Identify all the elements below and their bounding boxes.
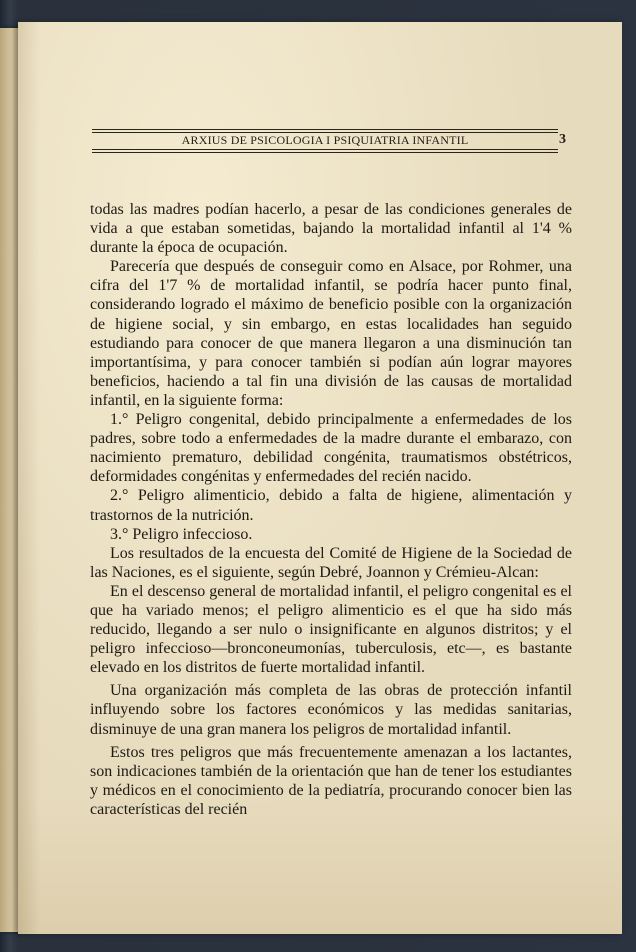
running-header xyxy=(92,126,566,166)
header-rule-bottom-inner xyxy=(92,149,558,150)
paragraph: 2.° Peligro alimenticio, debido a falta de higiene, alimentación y trastornos de la nutrición. xyxy=(90,487,572,524)
running-title: ARXIUS DE PSICOLOGIA I PSIQUIATRIA INFANTIL xyxy=(181,133,469,147)
header-rule-top xyxy=(92,129,558,130)
left-page-edge xyxy=(0,28,20,932)
page-number: 3 xyxy=(559,132,566,147)
paragraph: Los resultados de la encuesta del Comité de Higiene de la Sociedad de las Naciones, es el siguiente, según Debré, Joannon y Crémieu-Alcan: xyxy=(90,544,572,581)
page xyxy=(18,22,622,934)
paragraph: Parecería que después de conseguir como en Alsace, por Rohmer, una cifra del 1'7 % de mortalidad infantil, se podría hacer punto final, considerando logrado el máximo de beneficio posible con la organización de higiene social, y sin embargo, en estas localidades han seguido estudiando para conocer de que manera llegaron a una disminución tan importantísima, y para conocer también si podían aún lograr mayores beneficios, haciendo a tal fin una división de las causas de mortalidad infantil, en la siguiente forma: xyxy=(90,258,572,409)
paragraph: 1.° Peligro congenital, debido principalmente a enfermedades de los padres, sobre todo a enfermedades de la madre durante el embarazo, con nacimiento prematuro, debilidad congénita, traumatismos obstétricos, deformidades congénitas y enfermedades del recién nacido. xyxy=(90,411,572,486)
paragraph: En el descenso general de mortalidad infantil, el peligro congenital es el que ha variado menos; el peligro alimenticio es el que ha sido más reducido, llegando a ser nulo o insignificante en algunos distritos; y el peligro infeccioso—bronconeumonías, tuberculosis, etc—, es bastante elevado en los distritos de fuerte mortalidad infantil. xyxy=(90,582,572,677)
paragraph: Una organización más completa de las obras de protección infantil influyendo sobre los factores económicos y las medidas sanitarias, disminuye de una gran manera los peligros de mortalidad infantil. xyxy=(90,682,572,738)
paragraph: Estos tres peligros que más frecuentemente amenazan a los lactantes, son indicaciones también de la orientación que han de tener los estudiantes y médicos en el conocimiento de la pediatría, procurando conocer bien las características del recién xyxy=(90,743,572,818)
paragraph: todas las madres podían hacerlo, a pesar de las condiciones generales de vida a que estaban sometidas, bajando la mortalidad infantil al 1'4 % durante la época de ocupación. xyxy=(90,201,572,257)
header-rule-bottom xyxy=(92,152,558,153)
paragraph: 3.° Peligro infeccioso. xyxy=(110,525,253,543)
body-text xyxy=(90,200,572,819)
